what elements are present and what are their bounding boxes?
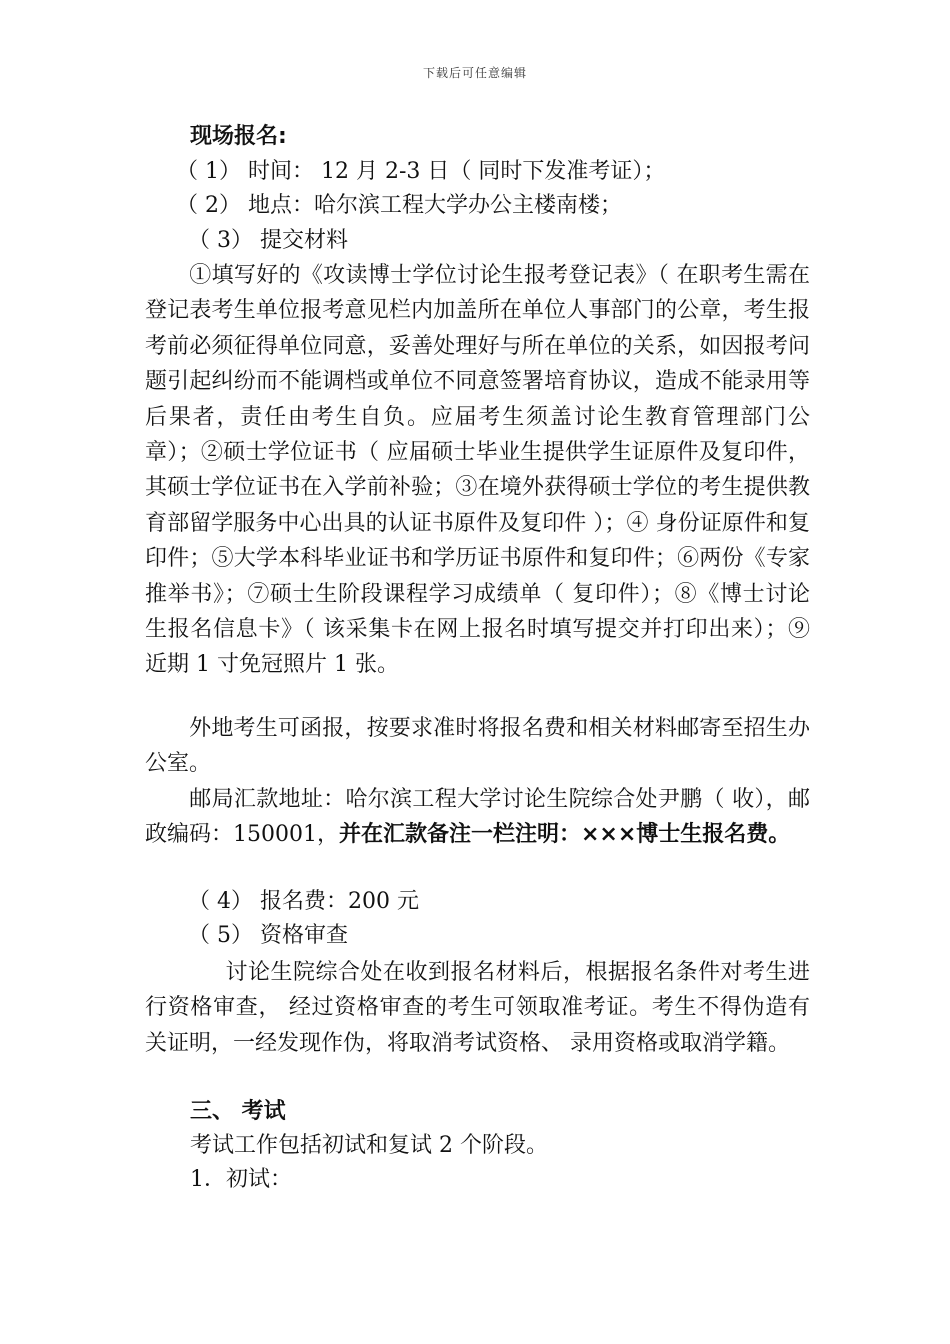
postal-text: 邮局汇款地址：哈尔滨工程大学讨论生院综合处尹鹏（ 收），邮政编码：150001，	[145, 787, 810, 848]
registration-title: 现场报名:	[190, 124, 287, 149]
exam-section-title: 三、 考试	[190, 1099, 286, 1124]
item-materials-title: （ 3） 提交材料	[188, 228, 348, 253]
materials-paragraph	[145, 258, 810, 683]
page-header: 下载后可任意编辑	[422, 66, 527, 80]
item-time: （ 1） 时间： 12 月 2-3 日（ 同时下发准考证）；	[176, 159, 666, 184]
postal-bold-note: 并在汇款备注一栏注明：×××博士生报名费。	[338, 822, 791, 848]
remote-text: 外地考生可函报，按要求准时将报名费和相关材料邮寄至招生办公室。	[145, 716, 810, 777]
review-text: 讨论生院综合处在收到报名材料后，根据报名条件对考生进行资格审查， 经过资格审查的考生可领取准考证。考生不得伪造有关证明，一经发现作伪，将取消考试资格、 录用资格或取消学籍。	[145, 960, 810, 1056]
materials-text: ①填写好的《攻读博士学位讨论生报考登记表》（ 在职考生需在登记表考生单位报考意见栏内加盖所在单位人事部门的公章，考生报考前必须征得单位同意，妥善处理好与所在单位的关系，如因报考问题引起纠纷而不能调档或单位不同意签署培育协议，造成不能录用等后果者，责任由考生自负。应届考生须盖讨论生教育管理部门公章）；②硕士学位证书（ 应届硕士毕业生提供学生证原件及复印件，其硕士学位证书在入学前补验；③在境外获得硕士学位的考生提供教育部留学服务中心出具的认证书原件及复印件 ）；④ 身份证原件和复印件；⑤大学本科毕业证书和学历证书原件和复印件；⑥两份《专家推举书》；⑦硕士生阶段课程学习成绩单（ 复印件）；⑧《博士讨论生报名信息卡》（ 该采集卡在网上报名时填写提交并打印出来）；⑨近期 1 寸免冠照片 1 张。	[145, 263, 810, 678]
item-review-title: （ 5） 资格审查	[188, 923, 348, 948]
item-place: （ 2） 地点：哈尔滨工程大学办公主楼南楼；	[176, 193, 622, 218]
remote-paragraph	[145, 711, 810, 782]
exam-first-stage: 1．初试：	[190, 1167, 292, 1192]
review-paragraph	[145, 955, 810, 1061]
exam-intro: 考试工作包括初试和复试 2 个阶段。	[190, 1133, 548, 1158]
postal-paragraph	[145, 782, 810, 853]
item-fee: （ 4） 报名费：200 元	[188, 889, 419, 914]
